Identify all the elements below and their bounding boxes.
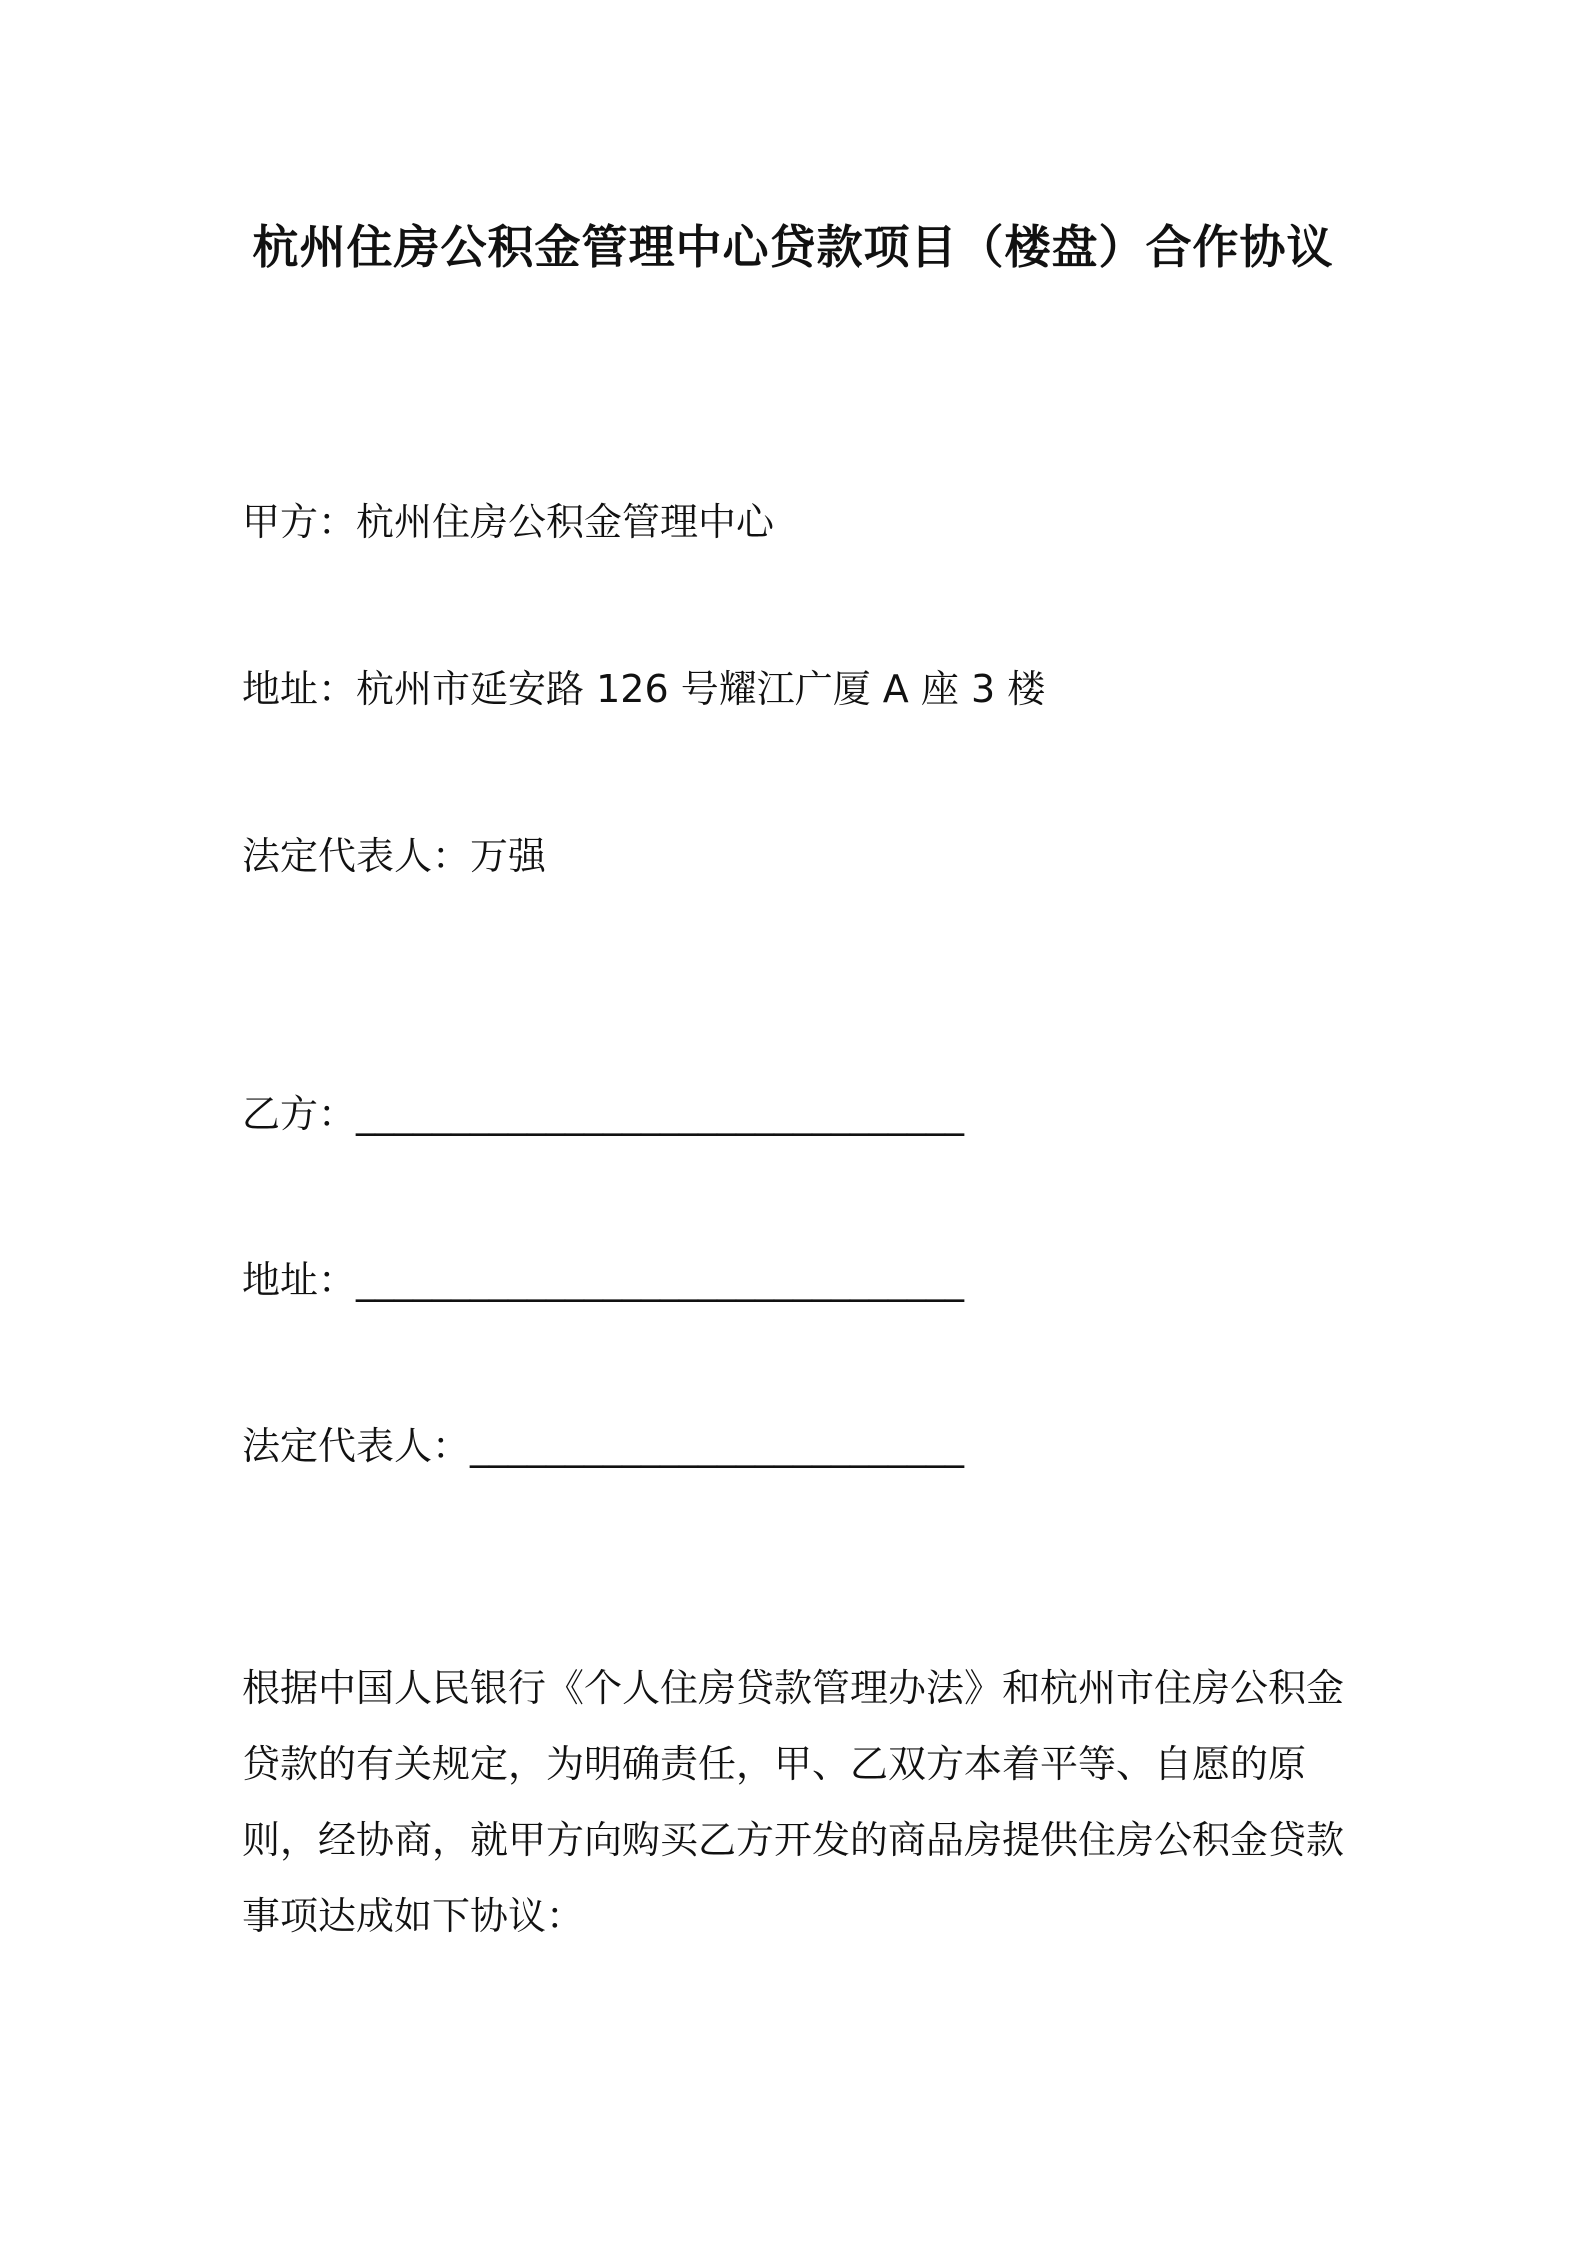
party-a-name-value: 杭州住房公积金管理中心 [356, 500, 775, 544]
party-b-name-line [242, 1086, 964, 1142]
party-a-rep-label: 法定代表人： [242, 834, 471, 878]
party-b-name-label: 乙方： [242, 1092, 357, 1136]
party-b-address-blank: ________________________________ [356, 1258, 965, 1302]
document-title: 杭州住房公积金管理中心贷款项目（楼盘）合作协议 [252, 220, 1334, 274]
party-b-address-line [242, 1252, 964, 1308]
party-a-address-line [242, 661, 1045, 717]
party-a-rep-line [242, 828, 546, 884]
party-a-address-value: 杭州市延安路 126 号耀江广厦 A 座 3 楼 [356, 667, 1046, 711]
party-a-name-line [242, 494, 774, 550]
party-a-rep-value: 万强 [470, 834, 547, 878]
party-a-address-label: 地址： [242, 667, 357, 711]
party-b-rep-blank: __________________________ [470, 1424, 965, 1468]
party-b-rep-line [242, 1418, 964, 1474]
party-b-address-label: 地址： [242, 1258, 357, 1302]
intro-paragraph: 根据中国人民银行《个人住房贷款管理办法》和杭州市住房公积金贷款的有关规定，为明确责任，甲、乙双方本着平等、自愿的原则，经协商，就甲方向购买乙方开发的商品房提供住房公积金贷款事项达成如下协议： [242, 1666, 1345, 1938]
party-b-name-blank: ________________________________ [356, 1092, 965, 1136]
party-a-name-label: 甲方： [242, 500, 357, 544]
party-b-rep-label: 法定代表人： [242, 1424, 471, 1468]
